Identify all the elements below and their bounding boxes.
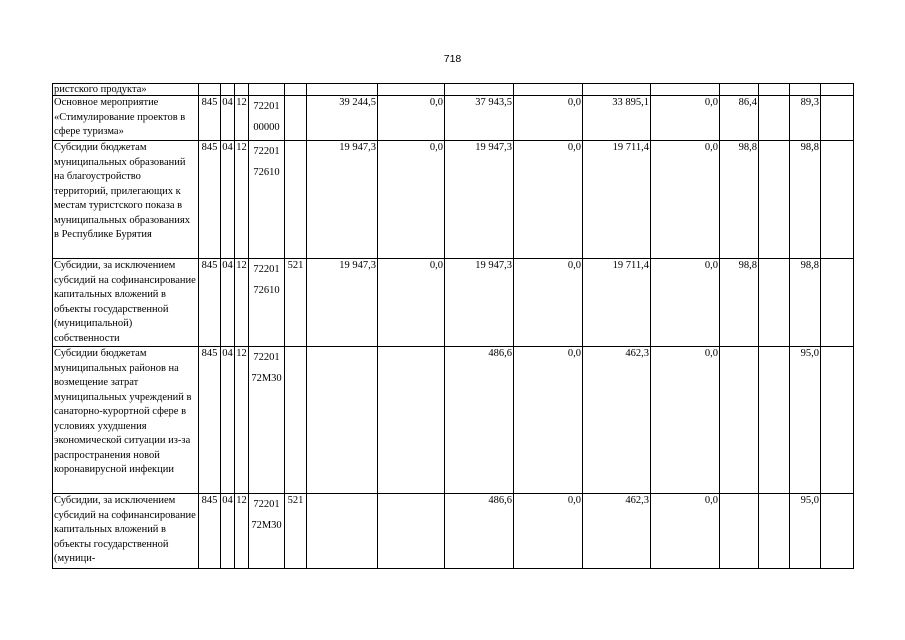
value-7 [720, 494, 759, 569]
value-2: 0,0 [378, 259, 445, 347]
section-code: 04 [221, 259, 235, 347]
value-3: 486,6 [445, 494, 514, 569]
target-article-code: 72201 72610 [249, 259, 285, 347]
value-2: 0,0 [378, 96, 445, 141]
value-1 [307, 347, 378, 494]
value-4: 0,0 [514, 96, 583, 141]
value-6: 0,0 [651, 141, 720, 259]
value-6: 0,0 [651, 347, 720, 494]
table-row [53, 347, 854, 494]
value-6: 0,0 [651, 259, 720, 347]
expense-type-code [285, 347, 307, 494]
empty-cell [759, 84, 790, 96]
value-1: 19 947,3 [307, 259, 378, 347]
empty-cell [759, 96, 790, 141]
section-code: 04 [221, 96, 235, 141]
value-4: 0,0 [514, 494, 583, 569]
value-8 [790, 84, 821, 96]
value-4: 0,0 [514, 141, 583, 259]
section-code: 04 [221, 141, 235, 259]
empty-cell [759, 259, 790, 347]
section-code: 04 [221, 494, 235, 569]
page-number: 718 [443, 53, 462, 65]
table-row [53, 494, 854, 569]
table-row [53, 141, 854, 259]
empty-cell [821, 84, 854, 96]
table-row [53, 259, 854, 347]
value-1 [307, 84, 378, 96]
row-name: Субсидии, за исключением субсидий на софинансирование капитальных вложений в объекты государственной (муниципальной) собственности [53, 259, 199, 347]
expense-type-code: 521 [285, 259, 307, 347]
empty-cell [821, 494, 854, 569]
subsection-code: 12 [235, 494, 249, 569]
value-5: 19 711,4 [583, 141, 651, 259]
empty-cell [821, 96, 854, 141]
admin-code: 845 [199, 96, 221, 141]
target-article-code: 72201 72610 [249, 141, 285, 259]
empty-cell [821, 347, 854, 494]
value-7: 98,8 [720, 259, 759, 347]
expense-type-code [285, 141, 307, 259]
value-6: 0,0 [651, 494, 720, 569]
subsection-code [235, 84, 249, 96]
value-6 [651, 84, 720, 96]
budget-table [52, 83, 854, 569]
empty-cell [759, 347, 790, 494]
table-row [53, 96, 854, 141]
empty-cell [821, 259, 854, 347]
value-4: 0,0 [514, 259, 583, 347]
value-7: 98,8 [720, 141, 759, 259]
target-article-code: 72201 72М30 [249, 347, 285, 494]
value-6: 0,0 [651, 96, 720, 141]
value-8: 95,0 [790, 347, 821, 494]
value-8: 98,8 [790, 141, 821, 259]
value-2 [378, 84, 445, 96]
value-3: 37 943,5 [445, 96, 514, 141]
value-7: 86,4 [720, 96, 759, 141]
target-article-code: 72201 72М30 [249, 494, 285, 569]
table-row [53, 84, 854, 96]
value-2 [378, 494, 445, 569]
admin-code: 845 [199, 494, 221, 569]
value-8: 89,3 [790, 96, 821, 141]
row-name: Субсидии, за исключением субсидий на софинансирование капитальных вложений в объекты государственной (муници- [53, 494, 199, 569]
subsection-code: 12 [235, 141, 249, 259]
row-name: Субсидии бюджетам муниципальных районов на возмещение затрат муниципальных учреждений в санаторно-курортной сфере в условиях ухудшения экономической ситуации из-за распространения новой коронавирусной инфекции [53, 347, 199, 494]
value-8: 95,0 [790, 494, 821, 569]
admin-code: 845 [199, 141, 221, 259]
subsection-code: 12 [235, 96, 249, 141]
section-code [221, 84, 235, 96]
section-code: 04 [221, 347, 235, 494]
row-name: Основное мероприятие «Стимулирование проектов в сфере туризма» [53, 96, 199, 141]
row-name: ристского продукта» [53, 84, 199, 96]
value-5: 33 895,1 [583, 96, 651, 141]
value-5: 462,3 [583, 347, 651, 494]
target-article-code: 72201 00000 [249, 96, 285, 141]
admin-code [199, 84, 221, 96]
value-2: 0,0 [378, 141, 445, 259]
value-3 [445, 84, 514, 96]
expense-type-code: 521 [285, 494, 307, 569]
row-name: Субсидии бюджетам муниципальных образований на благоустройство территорий, прилегающих к местам туристского показа в муниципальных образованиях в Республике Бурятия [53, 141, 199, 259]
value-4 [514, 84, 583, 96]
value-2 [378, 347, 445, 494]
value-3: 19 947,3 [445, 259, 514, 347]
value-3: 486,6 [445, 347, 514, 494]
value-7 [720, 84, 759, 96]
value-1: 19 947,3 [307, 141, 378, 259]
value-4: 0,0 [514, 347, 583, 494]
empty-cell [759, 494, 790, 569]
value-5: 462,3 [583, 494, 651, 569]
value-5 [583, 84, 651, 96]
subsection-code: 12 [235, 259, 249, 347]
expense-type-code [285, 84, 307, 96]
expense-type-code [285, 96, 307, 141]
value-3: 19 947,3 [445, 141, 514, 259]
target-article-code [249, 84, 285, 96]
value-7 [720, 347, 759, 494]
value-1 [307, 494, 378, 569]
value-5: 19 711,4 [583, 259, 651, 347]
value-8: 98,8 [790, 259, 821, 347]
empty-cell [821, 141, 854, 259]
value-1: 39 244,5 [307, 96, 378, 141]
empty-cell [759, 141, 790, 259]
admin-code: 845 [199, 259, 221, 347]
subsection-code: 12 [235, 347, 249, 494]
admin-code: 845 [199, 347, 221, 494]
